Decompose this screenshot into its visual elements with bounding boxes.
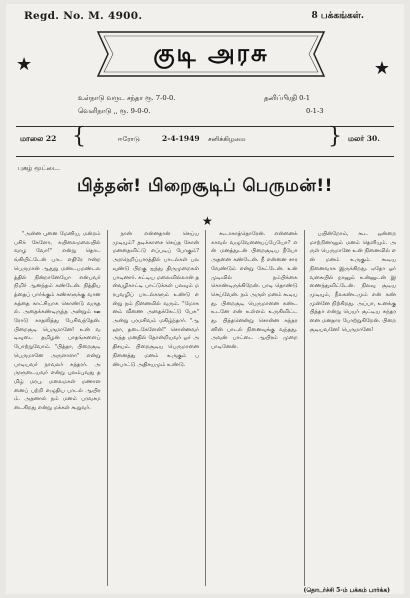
single-copy-label: தனிப்பிரதி <box>264 94 297 102</box>
single-copy-price <box>264 92 324 118</box>
masthead <box>92 26 330 82</box>
star-icon: ★ <box>202 214 213 228</box>
single-copy-value-2: 0-1-3 <box>306 107 324 115</box>
single-copy-value: 0-1 <box>299 94 311 102</box>
issue-volume: மாலை 22 <box>20 134 57 143</box>
section-label: புகழ் மூட்டை. <box>18 164 61 172</box>
issue-number: மலர் 30. <box>348 134 380 143</box>
page-count: 8 பக்கங்கள். <box>311 11 364 21</box>
issue-date: 2-4-1949 <box>162 134 200 143</box>
issue-day: சனிக்கிழமை <box>208 135 246 143</box>
headline: பித்தன்! பிறைசூடிப் பெருமன்!! <box>77 176 333 196</box>
masthead-title: குடி அரசு <box>153 38 269 67</box>
continued-note: (தொடர்ச்சி 5-ம் பக்கம் பார்க்க) <box>303 587 390 594</box>
article-body <box>14 230 396 586</box>
star-icon: ★ <box>16 54 33 75</box>
domestic-rate: உள்நாடு வருட சந்தா ரூ. 7-0-0. <box>78 94 176 102</box>
subscription-rates <box>78 92 176 118</box>
article-column: "அன்ன புனை மேனிய, மன்றம் பசிக் கேளோ, கயிலைமலையில் வாழ வோ!" என்று தொடங்கியிட்டேன் பாட எதிரே ஈன்ற பெருமான் ஆதுறு மண்டபமண்டலத்தில் நின்றானேயோ என்பவர் நிமிர் ஆனந்தம் கண்டேன். நித்தியத்தைப் பார்க்கும் கண்களுக்கு வானகத்தை காட்சியாக கொண்டு வருதல். அதைக்கண்டிருந்த அன்றும் ஊரோடு காதலித்து பேசிவந்தேன். பிறைசூடி பெருமானே! உன் வடிவுடை தமிழன் பாதங்களைப் போற்றுவோம். "பித்தா, பிறைசூடி பெருமானே அருளாளா" என்று பாடியவர் நாவலர் சுந்தரர். அருளுடையவர் என்று புலம்புவது தமிழ் மரபு. மலைமகள் மணாளனைப் பற்றி எழுதிய பாடல் ஆயிரம். அதனால் நம் மனம் பரவசமடைகிறது என்று மக்கள் கூறுவர். <box>14 231 101 412</box>
article-column: பயின்றோம், கூட ஒன்றை மாற்றினாலும் மனம் தெளியும். அருள் பெருமானே உன் நினைவில் என் மனம் உருகும். கூடிய நினைவாக இருக்கிறது. ஏதோ ஓர் வகையில் நானும் உன்னுடன் இணைந்துவிட்டேன். நிலவு சூடிய முடியும், நீலகண்டமும் என் கண் முன்னே நிற்கிறது. அப்பா, உனக்கு பித்தா என்று பெயர் சூட்டிய சுந்தரனை மனதார போற்றுகிறேன். பிறை சூடியவனே! பெருமானே! <box>304 230 397 586</box>
divider <box>16 156 394 157</box>
foreign-rate: வெளிநாடு ,, ரூ. 9-0-0. <box>78 107 151 115</box>
article-column: கூடாகாத்தொரேன். என்னைக் காவல் வழுவேனையப்பேயோ? என் மனத்துடன் பிறைசூடிய நீயோ அதனை கண்டேன். நீ என்னை சாரவேண்டும் என்று கேட்டேன். உன் முடிவில் நம்பிக்கை கொண்டிருக்கிறேன். பாடி தொண்டு செய்வேன். நம் அருள் மனம் கூடியது. பிறைசூடி பெருமானை கண்ட உடனே என் உள்ளம் உருகிவிட்டது. பித்தனென்று சொன்ன சுந்தரனின் பாடல் நினைவுக்கு வந்தது. அவன் பாட்டை ஆயிரம் முறை பாடினேன். <box>205 230 298 586</box>
star-icon: ★ <box>373 58 390 79</box>
newspaper-page <box>6 4 404 594</box>
brace-right: } <box>328 124 342 149</box>
brace-left: { <box>72 124 86 149</box>
issue-place: ஈரோடு <box>118 135 140 143</box>
article-column: நான் என்னதான் செய்ய முடியும்? தடிக்காசை செய்த கோன் மனதைவிட்டு எப்படிப் போகும்? அறநெறிப்பாரத்தில் பாடல்கள் பலவுண்டு பிறகு ஐந்து திருமுறைகள் பாடினார். சுட்டிய மலைவில்லான் தன்வழிகாட்டி பாட்டுக்கள் பலவும் மரபுவழிப் பாடல்களும் உண்டு என்று நம் நினைவில் வரும். "மோகனம் வீணை அதைக்கேட்டு பேசு" அன்று பரமசிவம் மகிழ்ந்தார். "ஆஹா, தடைகேளேன்!" சொன்னவர் அந்த மனதில் தோன்றியவர் ஓர் அதிசயம். பிறைசூடிய பெருமானை நினைத்து மனம் உருகும் பண்பாட்டு அதிசயமும் உண்டு. <box>107 230 200 586</box>
registration-number: Regd. No. M. 4900. <box>24 10 143 22</box>
